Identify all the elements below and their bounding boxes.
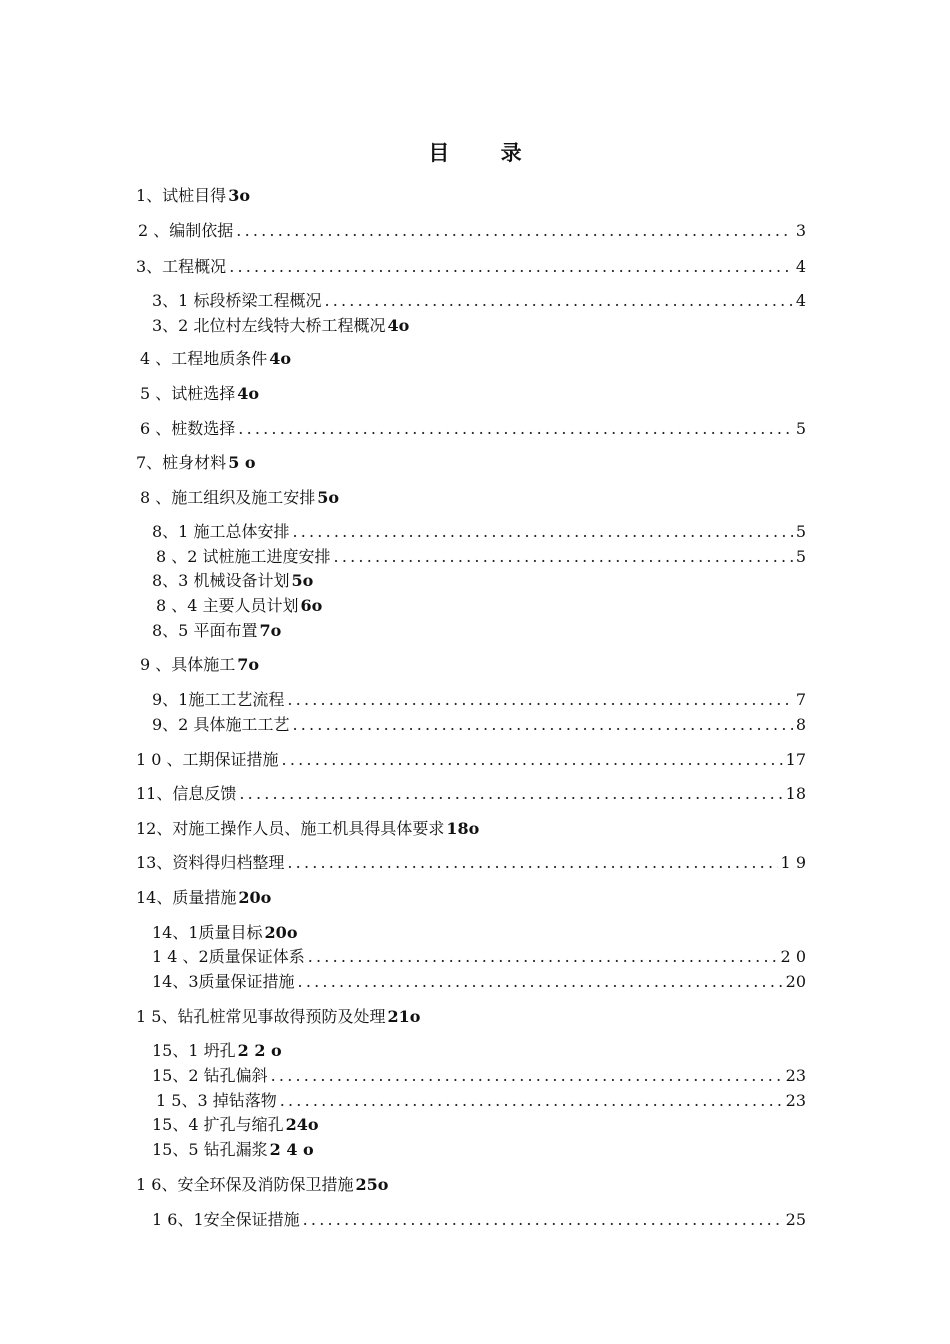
toc-dot-leader	[229, 256, 793, 278]
toc-entry-page: 18	[785, 784, 806, 803]
toc-entry[interactable]	[136, 852, 806, 874]
toc-entry[interactable]	[152, 521, 806, 543]
toc-entry-page: 7o	[259, 621, 282, 640]
toc-entry-page: 2 4 o	[269, 1140, 314, 1159]
toc-entry-label: 15、5 钻孔漏浆	[152, 1140, 268, 1159]
toc-entry-label: 3、1 标段桥梁工程概况	[152, 291, 322, 310]
toc-entry-label: 14、1质量目标	[152, 923, 263, 942]
toc-entry[interactable]	[152, 922, 297, 944]
toc-entry-page: 20o	[238, 888, 272, 907]
toc-entry-page: 5 o	[228, 453, 256, 472]
toc-entry-page: 21o	[387, 1007, 421, 1026]
toc-entry[interactable]	[136, 749, 806, 771]
toc-entry-label: 3、2 北位村左线特大桥工程概况	[152, 316, 386, 335]
toc-entry-label: 1 6、1安全保证措施	[152, 1210, 300, 1229]
toc-entry[interactable]	[140, 383, 259, 405]
toc-dot-leader	[287, 689, 792, 711]
toc-entry-page: 6o	[300, 596, 323, 615]
toc-entry[interactable]	[140, 348, 291, 370]
toc-entry[interactable]	[156, 1090, 806, 1112]
toc-entry-page: 18o	[446, 819, 480, 838]
toc-entry-page: 4o	[237, 384, 260, 403]
toc-entry-label: 15、1 坍孔	[152, 1041, 236, 1060]
toc-dot-leader	[298, 971, 783, 993]
toc-entry-label: 1 6、安全环保及消防保卫措施	[136, 1175, 354, 1194]
toc-entry[interactable]	[152, 689, 806, 711]
toc-entry-label: 5 、试桩选择	[140, 384, 236, 403]
toc-entry-label: 12、对施工操作人员、施工机具得具体要求	[136, 819, 445, 838]
toc-entry-page: 24o	[285, 1115, 319, 1134]
toc-entry-label: 14、质量措施	[136, 888, 237, 907]
toc-entry-label: 6 、桩数选择	[140, 419, 236, 438]
toc-entry-page: 20o	[264, 923, 298, 942]
toc-entry[interactable]	[152, 1139, 314, 1161]
toc-entry-label: 1、试桩目得	[136, 186, 227, 205]
toc-entry[interactable]	[152, 1040, 282, 1062]
toc-entry-label: 1 4 、2质量保证体系	[152, 947, 305, 966]
toc-entry-page: 17	[785, 750, 806, 769]
toc-entry-page: 1 9	[780, 853, 806, 872]
toc-entry-page: 20	[785, 972, 806, 991]
toc-entry[interactable]	[140, 654, 259, 676]
toc-entry[interactable]	[152, 971, 806, 993]
toc-entry-label: 13、资料得归档整理	[136, 853, 285, 872]
toc-entry-label: 11、信息反馈	[136, 784, 237, 803]
toc-entry-label: 15、2 钻孔偏斜	[152, 1066, 268, 1085]
toc-entry-label: 9、2 具体施工工艺	[152, 715, 290, 734]
toc-entry[interactable]	[156, 595, 322, 617]
toc-entry-page: 25o	[355, 1175, 389, 1194]
toc-entry[interactable]	[140, 487, 339, 509]
toc-entry[interactable]	[152, 1114, 319, 1136]
toc-entry[interactable]	[136, 256, 806, 278]
toc-entry-page: 8	[795, 715, 806, 734]
toc-entry[interactable]	[152, 570, 313, 592]
toc-entry-label: 14、3质量保证措施	[152, 972, 295, 991]
toc-entry-page: 5	[795, 522, 806, 541]
toc-entry-page: 23	[785, 1066, 806, 1085]
toc-dot-leader	[238, 418, 793, 440]
toc-entry-label: 7、桩身材料	[136, 453, 227, 472]
toc-entry-page: 2 2 o	[237, 1041, 282, 1060]
toc-entry[interactable]	[136, 818, 479, 840]
toc-entry-label: 8、1 施工总体安排	[152, 522, 290, 541]
toc-entry-label: 8 、2 试桩施工进度安排	[156, 547, 331, 566]
toc-entry-label: 3、工程概况	[136, 257, 227, 276]
toc-dot-leader	[292, 521, 792, 543]
toc-dot-leader	[334, 546, 793, 568]
toc-dot-leader	[324, 290, 792, 312]
toc-entry[interactable]	[152, 620, 281, 642]
toc-entry-page: 3o	[228, 186, 250, 205]
toc-entry-label: 9、1施工工艺流程	[152, 690, 285, 709]
toc-entry[interactable]	[152, 714, 806, 736]
toc-entry[interactable]	[136, 452, 256, 474]
toc-dot-leader	[292, 714, 792, 736]
toc-entry[interactable]	[152, 1065, 806, 1087]
toc-entry[interactable]	[138, 220, 806, 242]
toc-entry-label: 1 5、3 掉钻落物	[156, 1091, 277, 1110]
toc-dot-leader	[287, 852, 777, 874]
toc-entry[interactable]	[136, 887, 271, 909]
toc-dot-leader	[308, 946, 778, 968]
toc-entry-page: 5o	[291, 571, 314, 590]
toc-entry-label: 1 0 、工期保证措施	[136, 750, 279, 769]
toc-dot-leader	[303, 1209, 783, 1231]
toc-entry-label: 8、5 平面布置	[152, 621, 258, 640]
toc-dot-leader	[236, 220, 793, 242]
toc-entry[interactable]	[152, 315, 409, 337]
toc-entry-label: 8、3 机械设备计划	[152, 571, 290, 590]
toc-entry[interactable]	[152, 946, 806, 968]
toc-dot-leader	[271, 1065, 783, 1087]
toc-entry-page: 4	[795, 257, 806, 276]
toc-entry-label: 2 、编制依据	[138, 221, 234, 240]
toc-entry-page: 5	[795, 419, 806, 438]
toc-entry-page: 7	[795, 690, 806, 709]
toc-entry-label: 8 、施工组织及施工安排	[140, 488, 316, 507]
toc-entry-page: 5	[795, 547, 806, 566]
toc-entry-page: 4o	[269, 349, 292, 368]
toc-entry[interactable]	[152, 1209, 806, 1231]
toc-dot-leader	[280, 1090, 783, 1112]
toc-entry[interactable]	[140, 418, 806, 440]
page-title: 目 录	[428, 140, 544, 165]
toc-entry[interactable]	[136, 185, 250, 207]
toc-entry-page: 2 0	[780, 947, 806, 966]
toc-entry-label: 4 、工程地质条件	[140, 349, 268, 368]
toc-entry-page: 5o	[317, 488, 340, 507]
toc-entry-page: 4o	[387, 316, 410, 335]
toc-entry-page: 3	[795, 221, 806, 240]
toc-dot-leader	[282, 749, 783, 771]
toc-entry[interactable]	[152, 290, 806, 312]
toc-entry-page: 23	[785, 1091, 806, 1110]
toc-entry-label: 1 5、钻孔桩常见事故得预防及处理	[136, 1007, 386, 1026]
toc-entry-label: 15、4 扩孔与缩孔	[152, 1115, 284, 1134]
toc-dot-leader	[239, 783, 782, 805]
toc-entry[interactable]	[136, 783, 806, 805]
toc-entry[interactable]	[156, 546, 806, 568]
toc-entry[interactable]	[136, 1006, 420, 1028]
toc-entry-label: 8 、4 主要人员计划	[156, 596, 299, 615]
toc-entry-page: 7o	[237, 655, 260, 674]
toc-entry-label: 9 、具体施工	[140, 655, 236, 674]
toc-entry-page: 4	[795, 291, 806, 310]
toc-entry[interactable]	[136, 1174, 388, 1196]
toc-entry-page: 25	[785, 1210, 806, 1229]
